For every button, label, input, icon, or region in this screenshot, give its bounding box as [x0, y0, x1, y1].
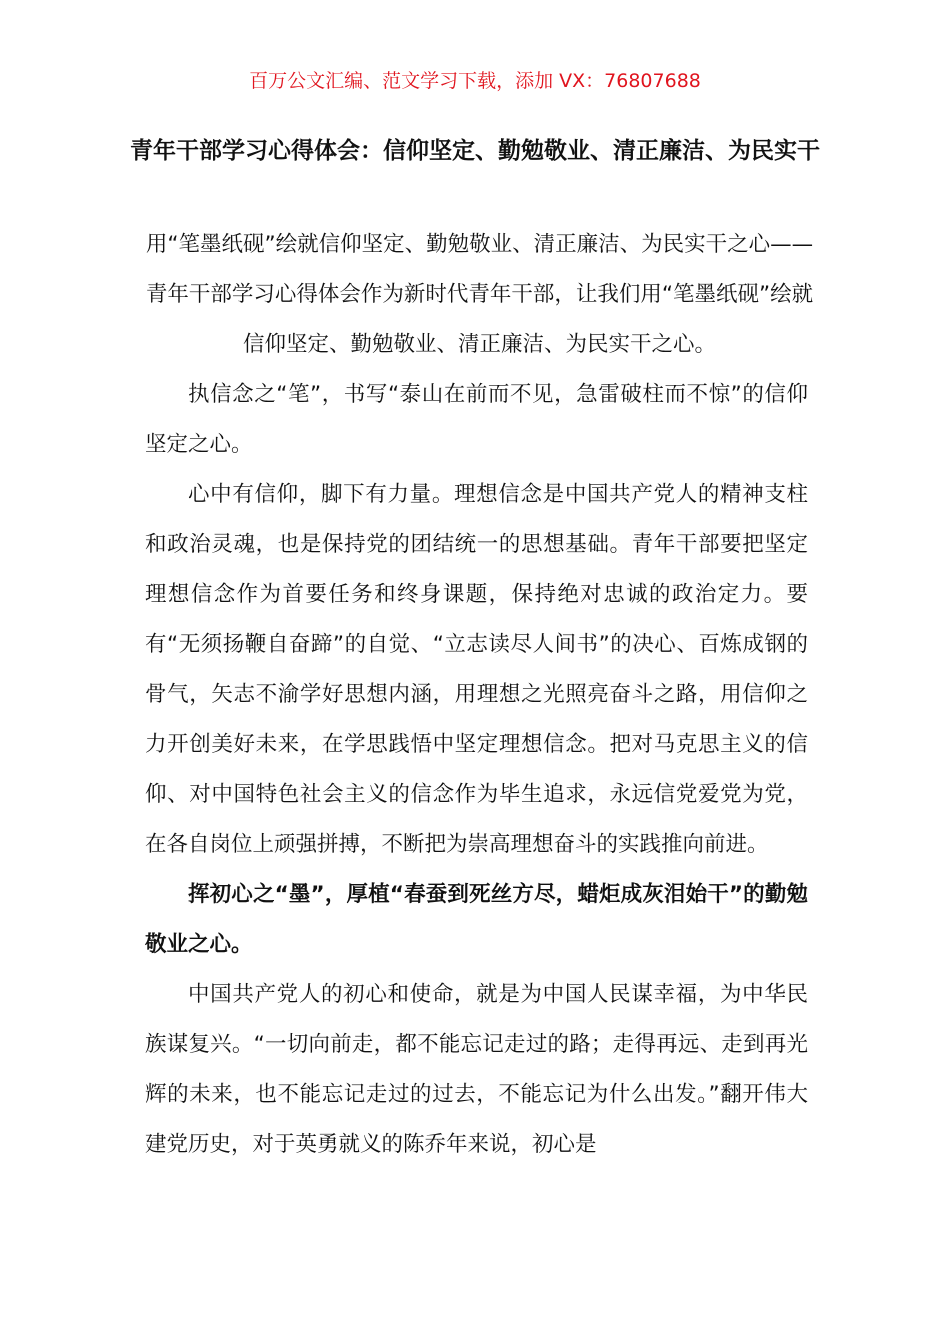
intro-paragraph: 用“笔墨纸砚”绘就信仰坚定、勤勉敬业、清正廉洁、为民实干之心——青年干部学习心得体会作为新时代青年干部，让我们用“笔墨纸砚”绘就信仰坚定、勤勉敬业、清正廉洁、为民实干之心。 — [145, 232, 814, 357]
document-title: 青年干部学习心得体会：信仰坚定、勤勉敬业、清正廉洁、为民实干 — [130, 138, 820, 164]
body-paragraph-faith: 心中有信仰，脚下有力量。理想信念是中国共产党人的精神支柱和政治灵魂，也是保持党的团结统一的思想基础。青年干部要把坚定理想信念作为首要任务和终身课题，保持绝对忠诚的政治定力。要有“无须扬鞭自奋蹄”的自觉、“立志读尽人间书”的决心、百炼成钢的骨气，矢志不渝学好思想内涵，用理想之光照亮奋斗之路，用信仰之力开创美好未来，在学思践悟中坚定理想信念。把对马克思主义的信仰、对中国特色社会主义的信念作为毕生追求，永远信党爱党为党，在各自岗位上顽强拼搏，不断把为崇高理想奋斗的实践推向前进。 — [145, 482, 808, 857]
section-heading-diligence: 挥初心之“墨”，厚植“春蚕到死丝方尽，蜡炬成灰泪始干”的勤勉敬业之心。 — [145, 882, 808, 957]
section-heading-faith: 执信念之“笔”，书写“泰山在前而不见，急雷破柱而不惊”的信仰坚定之心。 — [145, 382, 808, 457]
watermark-header: 百万公文汇编、范文学习下载，添加 VX：76807688 — [249, 70, 701, 92]
body-paragraph-mission: 中国共产党人的初心和使命，就是为中国人民谋幸福，为中华民族谋复兴。“一切向前走，都不能忘记走过的路；走得再远、走到再光辉的未来，也不能忘记走过的过去，不能忘记为什么出发。”翻开伟大建党历史，对于英勇就义的陈乔年来说，初心是 — [145, 982, 808, 1157]
document-body — [145, 220, 814, 1170]
